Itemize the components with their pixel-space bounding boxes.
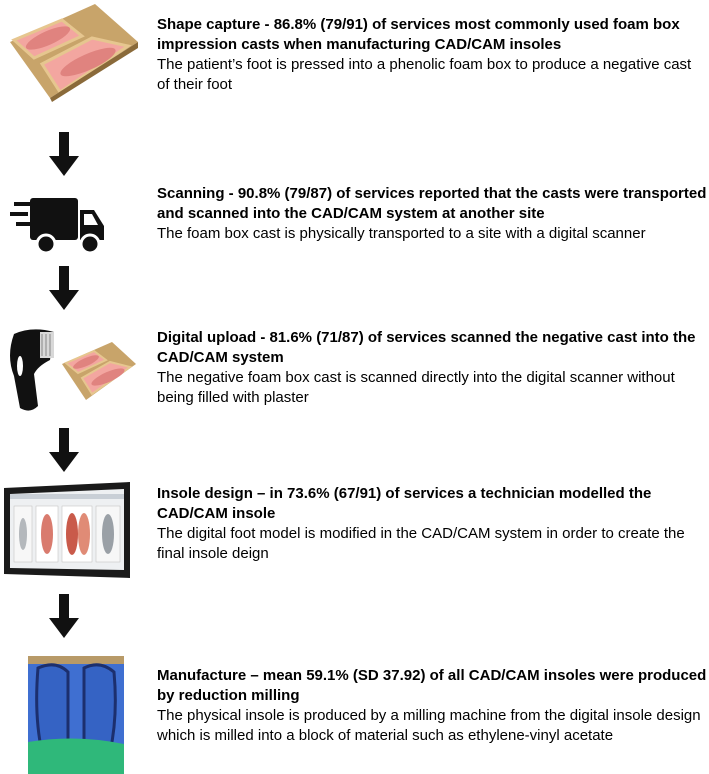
step-shape-capture: [0, 0, 709, 110]
step-scanning: [0, 180, 709, 270]
foam-box-impression-photo: [58, 340, 138, 402]
down-arrow-icon: [45, 428, 83, 472]
foam-box-impression-photo: [0, 2, 140, 102]
delivery-truck-icon: [10, 194, 106, 256]
step-description: The patient’s foot is pressed into a phenolic foam box to produce a negative cast of their foot: [157, 56, 692, 93]
down-arrow-icon: [45, 594, 83, 638]
down-arrow-icon: [45, 132, 83, 176]
step-title: Shape capture - 86.8% (79/91) of services most commonly used foam box impression casts when manufacturing CAD/CAM insoles: [157, 16, 680, 53]
step-insole-design: [0, 478, 709, 588]
step-text: [157, 666, 709, 746]
milled-insole-photo: [28, 656, 124, 774]
step-title: Digital upload - 81.6% (71/87) of services scanned the negative cast into the CAD/CAM system: [157, 329, 696, 366]
step-description: The digital foot model is modified in the CAD/CAM system in order to create the final insole deign: [157, 525, 685, 562]
step-manufacture: [0, 650, 709, 774]
step-text: [157, 328, 707, 408]
step-description: The foam box cast is physically transported to a site with a digital scanner: [157, 225, 646, 242]
step-text: [157, 184, 707, 244]
step-title: Scanning - 90.8% (79/87) of services reported that the casts were transported and scanned into the CAD/CAM system at another site: [157, 185, 707, 222]
down-arrow-icon: [45, 266, 83, 310]
step-title: Insole design – in 73.6% (67/91) of services a technician modelled the CAD/CAM insole: [157, 485, 652, 522]
step-description: The physical insole is produced by a milling machine from the digital insole design which is milled into a block of material such as ethylene-vinyl acetate: [157, 707, 701, 744]
step-text: [157, 484, 709, 564]
step-description: The negative foam box cast is scanned directly into the digital scanner without being filled with plaster: [157, 369, 675, 406]
handheld-scanner-icon: [4, 326, 60, 414]
monitor-cad-software-photo: [2, 482, 132, 580]
step-digital-upload: [0, 320, 709, 420]
step-text: [157, 15, 707, 95]
step-title: Manufacture – mean 59.1% (SD 37.92) of all CAD/CAM insoles were produced by reduction milling: [157, 667, 707, 704]
